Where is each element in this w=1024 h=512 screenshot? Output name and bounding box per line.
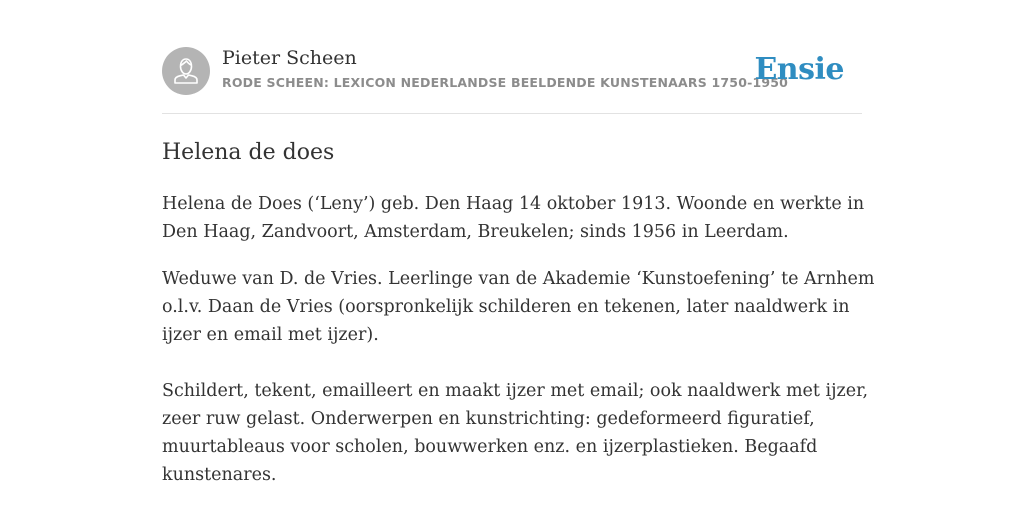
source-publication[interactable]: RODE SCHEEN: LEXICON NEDERLANDSE BEELDENDE KUNSTENAARS 1750-1950 [222, 75, 789, 90]
avatar[interactable] [162, 47, 210, 95]
paragraph-line: ijzer en email met ijzer). [162, 325, 379, 345]
article-paragraph-1 [162, 190, 865, 246]
article-paragraph-3 [162, 377, 869, 489]
paragraph-line: Den Haag, Zandvoort, Amsterdam, Breukelen; sinds 1956 in Leerdam. [162, 222, 789, 242]
user-silhouette-icon [162, 47, 210, 95]
author-name[interactable]: Pieter Scheen [222, 47, 357, 69]
paragraph-line: muurtableaus voor scholen, bouwwerken enz. en ijzerplastieken. Begaafd [162, 437, 818, 457]
paragraph-line: kunstenares. [162, 465, 277, 485]
header-divider [162, 113, 862, 114]
paragraph-line: zeer ruw gelast. Onderwerpen en kunstrichting: gedeformeerd figuratief, [162, 409, 815, 429]
paragraph-line: Schildert, tekent, emailleert en maakt ijzer met email; ook naaldwerk met ijzer, [162, 381, 869, 401]
article-title: Helena de does [162, 140, 335, 165]
paragraph-line: Weduwe van D. de Vries. Leerlinge van de Akademie ‘Kunstoefening’ te Arnhem [162, 269, 875, 289]
paragraph-line: o.l.v. Daan de Vries (oorspronkelijk schilderen en tekenen, later naaldwerk in [162, 297, 850, 317]
author-header [162, 46, 862, 96]
brand-logo[interactable]: Ensie [754, 52, 844, 87]
article-paragraph-2 [162, 265, 875, 349]
paragraph-line: Helena de Does (‘Leny’) geb. Den Haag 14 oktober 1913. Woonde en werkte in [162, 194, 865, 214]
